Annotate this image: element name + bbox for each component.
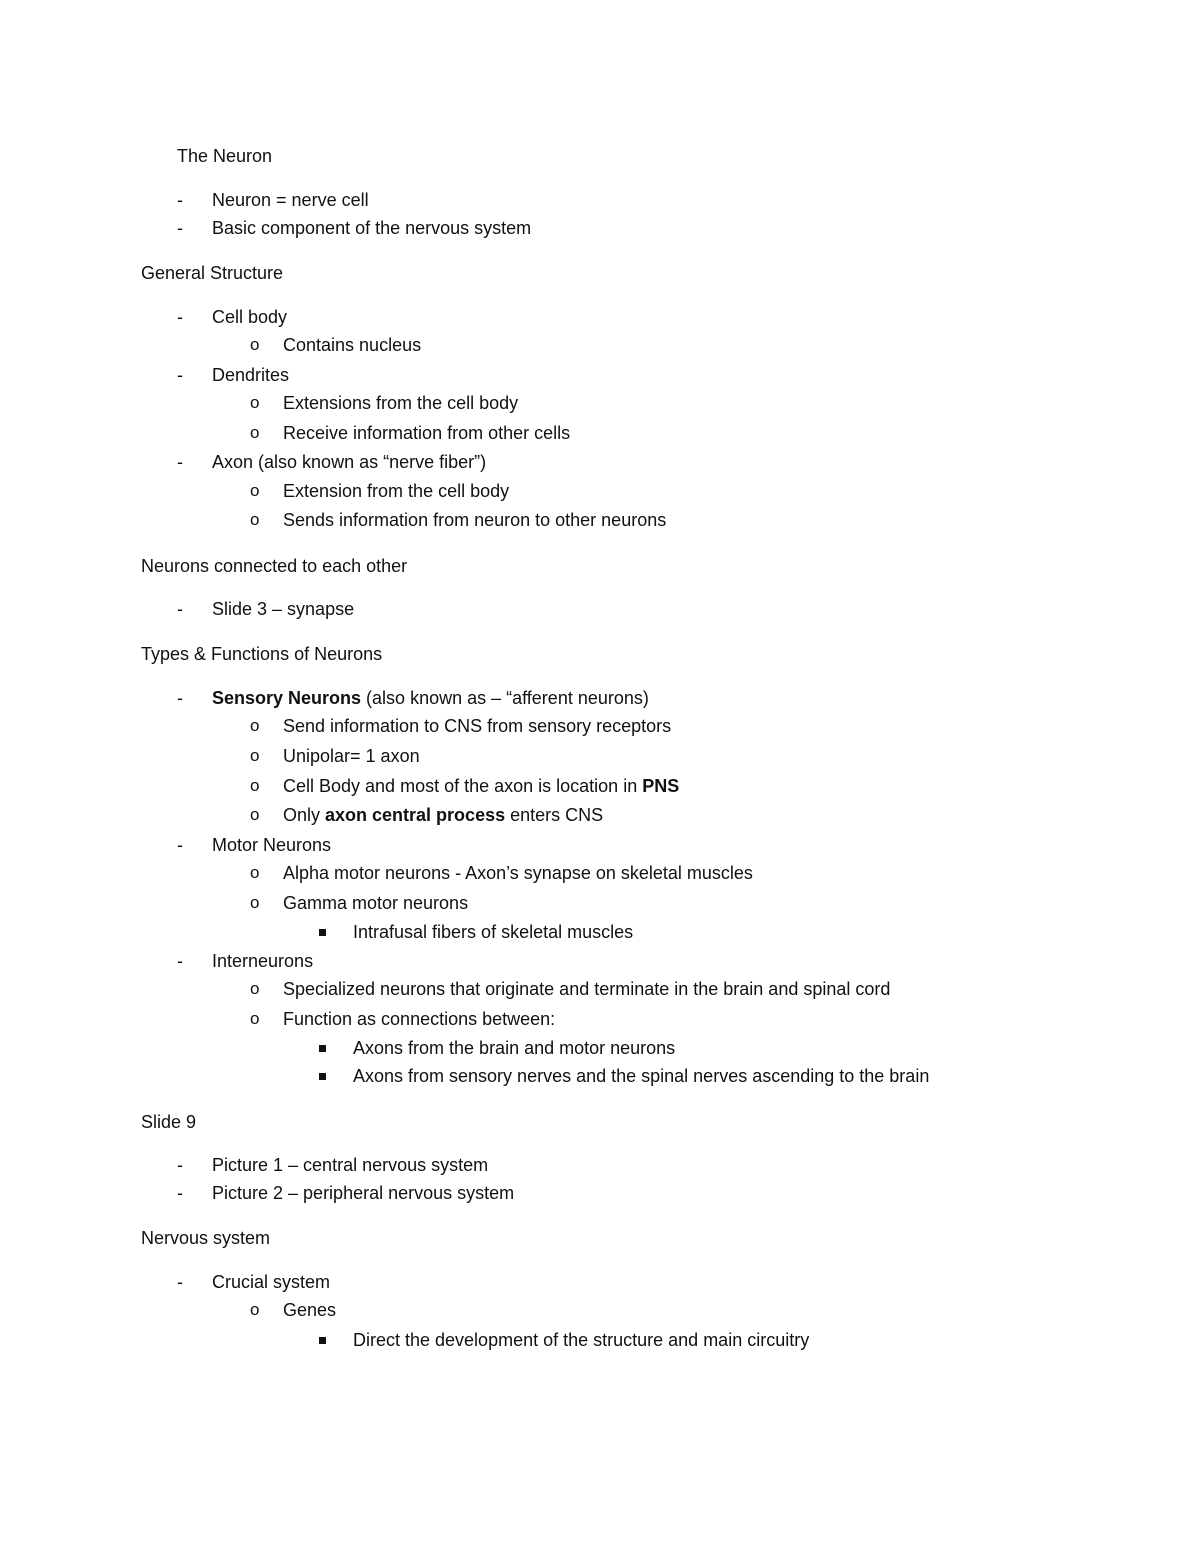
circle-bullet-marker: o — [250, 510, 260, 529]
sub-list-item: Genes — [283, 1300, 337, 1320]
section-heading: Types & Functions of Neurons — [141, 644, 383, 664]
sub-list-item: Extensions from the cell body — [283, 393, 519, 413]
list-item: Picture 2 – peripheral nervous system — [212, 1183, 515, 1203]
dash-bullet-marker: - — [177, 1155, 183, 1175]
circle-bullet-marker: o — [250, 481, 260, 500]
list-item: Dendrites — [212, 365, 290, 385]
list-item: Picture 1 – central nervous system — [212, 1155, 489, 1175]
list-item: Crucial system — [212, 1272, 331, 1292]
circle-bullet-marker: o — [250, 979, 260, 998]
dash-bullet-marker: - — [177, 688, 183, 708]
circle-bullet-marker: o — [250, 746, 260, 765]
dash-bullet-marker: - — [177, 951, 183, 971]
sub-sub-list-item: Intrafusal fibers of skeletal muscles — [353, 922, 634, 942]
sub-list-item: Receive information from other cells — [283, 423, 571, 443]
circle-bullet-marker: o — [250, 335, 260, 354]
list-item: Neuron = nerve cell — [212, 190, 369, 210]
section-heading: General Structure — [141, 263, 284, 283]
list-item — [212, 686, 649, 710]
sub-list-item — [283, 803, 603, 827]
sub-list-item: Unipolar= 1 axon — [283, 746, 420, 766]
dash-bullet-marker: - — [177, 1183, 183, 1203]
list-item: Interneurons — [212, 951, 314, 971]
square-bullet-icon — [319, 1073, 326, 1080]
section-heading: Slide 9 — [141, 1112, 197, 1132]
sub-list-item: Alpha motor neurons - Axon’s synapse on skeletal muscles — [283, 863, 753, 883]
sub-sub-list-item: Axons from sensory nerves and the spinal nerves ascending to the brain — [353, 1066, 930, 1086]
document-title: The Neuron — [177, 146, 273, 166]
dash-bullet-marker: - — [177, 452, 183, 472]
dash-bullet-marker: - — [177, 190, 183, 210]
circle-bullet-marker: o — [250, 776, 260, 795]
circle-bullet-marker: o — [250, 423, 260, 442]
list-item: Cell body — [212, 307, 288, 327]
section-heading: Nervous system — [141, 1228, 271, 1248]
dash-bullet-marker: - — [177, 307, 183, 327]
sub-sub-list-item: Direct the development of the structure and main circuitry — [353, 1330, 810, 1350]
list-item: Basic component of the nervous system — [212, 218, 532, 238]
circle-bullet-marker: o — [250, 863, 260, 882]
bold-term: Sensory Neurons — [212, 688, 362, 708]
sub-list-item — [283, 774, 679, 798]
sub-list-item: Send information to CNS from sensory receptors — [283, 716, 672, 736]
dash-bullet-marker: - — [177, 218, 183, 238]
circle-bullet-marker: o — [250, 1300, 260, 1319]
sub-list-item: Contains nucleus — [283, 335, 422, 355]
circle-bullet-marker: o — [250, 1009, 260, 1028]
list-item: Axon (also known as “nerve fiber”) — [212, 452, 487, 472]
square-bullet-icon — [319, 929, 326, 936]
dash-bullet-marker: - — [177, 1272, 183, 1292]
list-item: Motor Neurons — [212, 835, 332, 855]
dash-bullet-marker: - — [177, 835, 183, 855]
sub-list-item: Gamma motor neurons — [283, 893, 469, 913]
dash-bullet-marker: - — [177, 365, 183, 385]
text-run: enters CNS — [505, 805, 604, 825]
text-run: (also known as – “afferent neurons) — [361, 688, 649, 708]
text-run: Cell Body and most of the axon is location in — [283, 776, 643, 796]
circle-bullet-marker: o — [250, 393, 260, 412]
section-heading: Neurons connected to each other — [141, 556, 408, 576]
circle-bullet-marker: o — [250, 805, 260, 824]
sub-list-item: Function as connections between: — [283, 1009, 556, 1029]
dash-bullet-marker: - — [177, 599, 183, 619]
square-bullet-icon — [319, 1337, 326, 1344]
circle-bullet-marker: o — [250, 716, 260, 735]
text-run: Only — [283, 805, 326, 825]
bold-term: axon central process — [325, 805, 506, 825]
sub-list-item: Sends information from neuron to other neurons — [283, 510, 667, 530]
bold-term: PNS — [642, 776, 680, 796]
square-bullet-icon — [319, 1045, 326, 1052]
sub-list-item: Specialized neurons that originate and terminate in the brain and spinal cord — [283, 979, 891, 999]
sub-list-item: Extension from the cell body — [283, 481, 510, 501]
list-item: Slide 3 – synapse — [212, 599, 355, 619]
circle-bullet-marker: o — [250, 893, 260, 912]
sub-sub-list-item: Axons from the brain and motor neurons — [353, 1038, 676, 1058]
